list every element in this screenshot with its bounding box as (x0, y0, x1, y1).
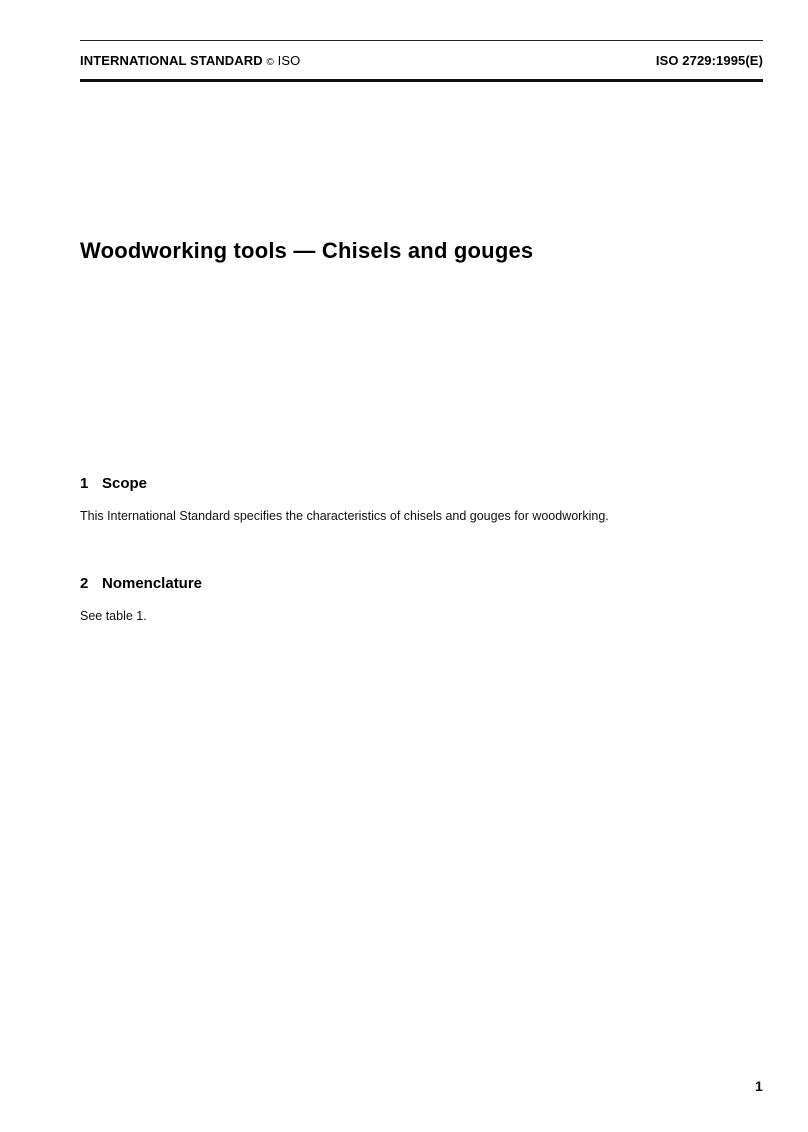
nomenclature-paragraph: See table 1. (80, 609, 147, 623)
page-number: 1 (755, 1078, 763, 1094)
section-title: Scope (102, 475, 148, 492)
section-heading-scope (80, 475, 147, 492)
section-title: Nomenclature (102, 575, 203, 592)
copyright-symbol: © (266, 57, 274, 68)
running-header-left (80, 53, 300, 68)
document-title: Woodworking tools — Chisels and gouges (80, 238, 534, 263)
copyright-owner: ISO (277, 53, 301, 68)
document-id: ISO 2729:1995(E) (655, 53, 763, 68)
section-number: 1 (80, 475, 89, 492)
scope-paragraph: This International Standard specifies the characteristics of chisels and gouges for woodworking. (80, 509, 609, 523)
header-top-rule (80, 40, 763, 41)
section-heading-nomenclature (80, 575, 202, 592)
section-number: 2 (80, 575, 89, 592)
header-standard-label: INTERNATIONAL STANDARD (80, 53, 263, 68)
header-bottom-rule (80, 79, 763, 82)
